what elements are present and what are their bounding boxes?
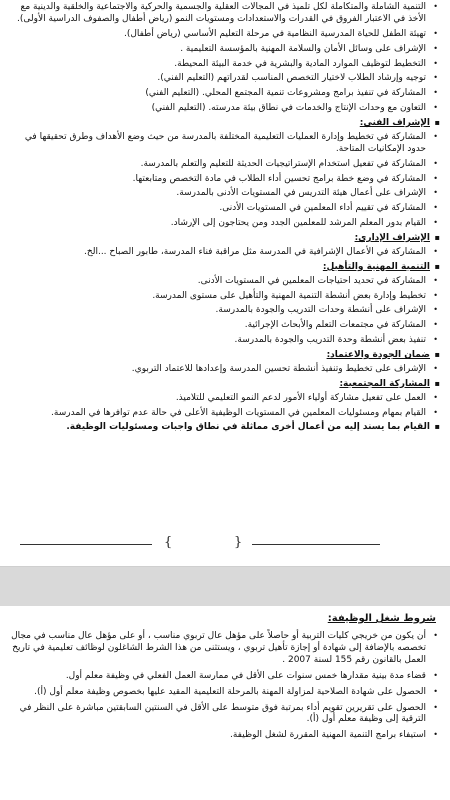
- group-title-administrative-supervision: ▪ الإشراف الإداري:: [6, 233, 440, 245]
- list-item: • استيفاء برامج التنمية المهنية المقررة لشغل الوظيفة.: [6, 730, 440, 742]
- requirements-heading: شروط شغل الوظيفة:: [327, 613, 436, 624]
- list-item: • تنفيذ بعض أنشطة وحدة التدريب والجودة بالمدرسة.: [6, 335, 440, 347]
- list-item: • المشاركة في الأعمال الإشرافية في المدرسة مثل مراقبة فناء المدرسة، طابور الصباح ...الخ.: [6, 247, 440, 259]
- list-item: • تخطيط وإدارة بعض أنشطة التنمية المهنية والتأهيل على مستوى المدرسة.: [6, 291, 440, 303]
- divider-line-left: [20, 544, 152, 545]
- list-item: • أن يكون من خريجي كليات التربية أو حاصلاً على مؤهل عال تربوي مناسب ، أو على مؤهل عال مناسب في مجال تخصصه بالإضافة إلى شهادة أو إجازة تأهيل تربوي ، ويستثنى من هذا الشرط الشاغلون لوظائف تعليمية في تاريخ العمل بالقانون رقم 155 لسنة 2007 .: [6, 631, 440, 667]
- community-participation-list: [6, 393, 440, 420]
- list-item: • تهيئة الطفل للحياة المدرسية النظامية في مرحلة التعليم الأساسي (رياض أطفال).: [6, 29, 440, 41]
- list-item: • المشاركة في تقييم أداء المعلمين في المستويات الأدنى.: [6, 203, 440, 215]
- group-title-professional-development: ▪ التنمية المهنية والتأهيل:: [6, 262, 440, 274]
- list-item: • الحصول على شهادة الصلاحية لمزاولة المهنة بالمرحلة التعليمية المقيد عليها بخصوص وظيفة معلم أول (أ).: [6, 687, 440, 699]
- job-requirements-section: [0, 606, 450, 742]
- list-item: • توجيه وإرشاد الطلاب لاختيار التخصص المناسب لقدراتهم (التعليم الفني).: [6, 73, 440, 85]
- list-item: • الحصول على تقريرين تقويم أداء بمرتبة فوق متوسط على الأقل في السنتين السابقتين مباشرة على النظر في الترقية إلى وظيفة معلم أول (أ).: [6, 703, 440, 727]
- list-item: • الإشراف على أعمال هيئة التدريس في المستويات الأدنى بالمدرسة.: [6, 188, 440, 200]
- list-item: • القيام بدور المعلم المرشد للمعلمين الجدد ومن يحتاجون إلى الإرشاد.: [6, 218, 440, 230]
- ornamental-divider: [20, 536, 380, 552]
- group-title-technical-supervision: ▪ الإشراف الفني:: [6, 118, 440, 130]
- document-page-bottom: [0, 606, 450, 800]
- list-item: • المشاركة في وضع خطة برامج تحسين أداء الطلاب في مادة التخصص ومتابعتها.: [6, 174, 440, 186]
- technical-supervision-list: [6, 132, 440, 230]
- list-item: • القيام بمهام ومسئوليات المعلمين في المستويات الوظيفية الأعلى في حالة عدم توافرها في المدرسة.: [6, 408, 440, 420]
- list-item: • الإشراف على وسائل الأمان والسلامة المهنية بالمؤسسة التعليمية .: [6, 44, 440, 56]
- list-item: • العمل على تفعيل مشاركة أولياء الأمور لدعم النمو التعليمي للتلاميذ.: [6, 393, 440, 405]
- list-item: • التعاون مع وحدات الإنتاج والخدمات في نطاق بيئة مدرسته. (التعليم الفني): [6, 103, 440, 115]
- page-break-gap: [0, 566, 450, 608]
- list-item: • المشاركة في تحديد احتياجات المعلمين في المستويات الأدنى.: [6, 276, 440, 288]
- list-item: • التخطيط لتوظيف الموارد المادية والبشرية في خدمة البيئة المحيطة.: [6, 59, 440, 71]
- list-item: • المشاركة في تفعيل استخدام الإستراتيجيات الحديثة للتعليم والتعلم بالمدرسة.: [6, 159, 440, 171]
- right-brace-ornament: }: [234, 535, 243, 550]
- list-item: • قضاء مدة بينية مقدارها خمس سنوات على الأقل في ممارسة العمل الفعلي في وظيفة معلم أول.: [6, 671, 440, 683]
- group-title-quality-assurance: ▪ ضمان الجودة والاعتماد:: [6, 350, 440, 362]
- divider-line-right: [252, 544, 380, 545]
- list-item: • المشاركة في تخطيط وإدارة العمليات التعليمية المختلفة بالمدرسة من حيث وضع الأهداف وطرق تحقيقها في حدود الإمكانيات المتاحة.: [6, 132, 440, 156]
- requirements-list: [6, 631, 440, 742]
- list-item: • المشاركة في مجتمعات التعلم والأبحاث الإجرائية.: [6, 320, 440, 332]
- professional-development-list: [6, 276, 440, 347]
- list-item: • المشاركة في تنفيذ برامج ومشروعات تنمية المجتمع المحلي. (التعليم الفني): [6, 88, 440, 100]
- group-title-community-participation: ▪ المشاركة المجتمعية:: [6, 379, 440, 391]
- list-item: • الإشراف على أنشطة وحدات التدريب والجودة بالمدرسة.: [6, 305, 440, 317]
- closing-statement: ▪ القيام بما يسند إليه من أعمال أخرى مماثلة في نطاق واجبات ومسئوليات الوظيفة.: [6, 422, 440, 434]
- general-duties-list: [6, 2, 440, 115]
- list-item: • التنمية الشاملة والمتكاملة لكل تلميذ في المجالات العقلية والجسمية والحركية والاجتماعية والخلقية والدينية مع الأخذ في الاعتبار الفروق في القدرات والاستعدادات ومستويات النمو (رياض أطفال والصفوف الدراسية الأولى).: [6, 2, 440, 26]
- list-item: • الإشراف على تخطيط وتنفيذ أنشطة تحسين المدرسة وإعدادها للاعتماد التربوي.: [6, 364, 440, 376]
- quality-assurance-list: [6, 364, 440, 376]
- left-brace-ornament: {: [164, 535, 173, 550]
- administrative-supervision-list: [6, 247, 440, 259]
